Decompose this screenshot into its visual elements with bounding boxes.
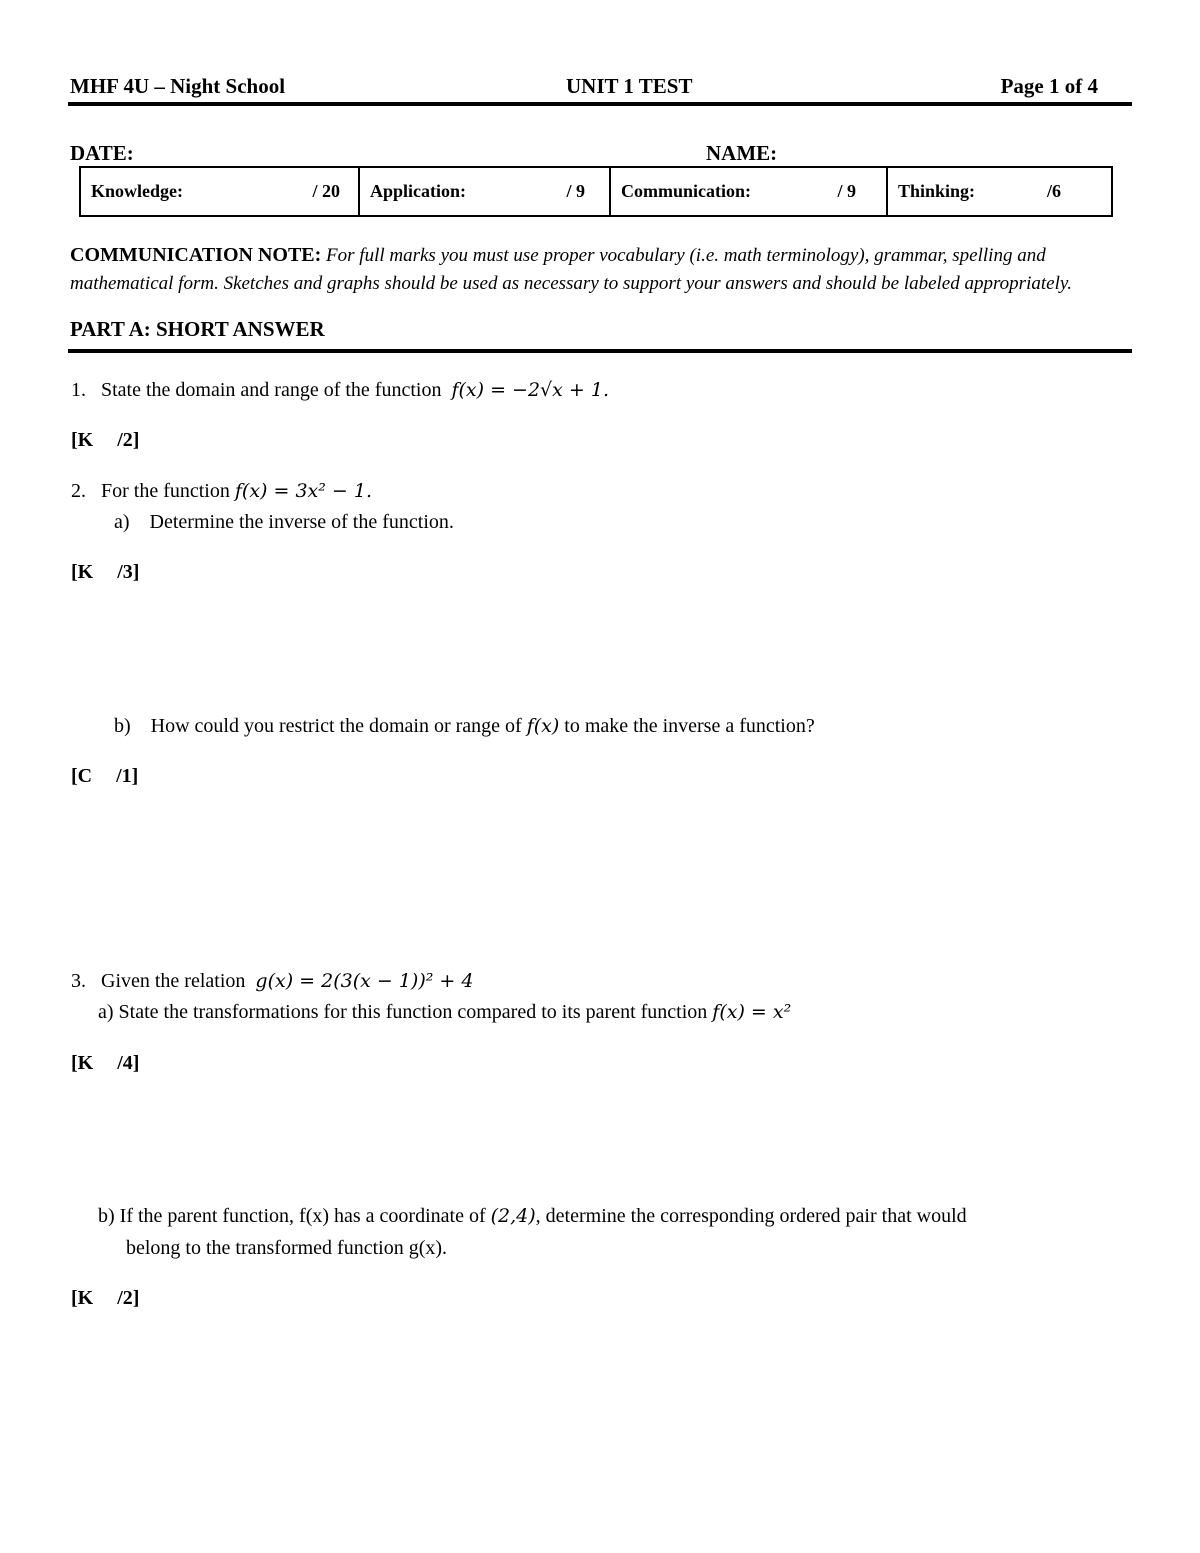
subpart-text: belong to the transformed function g(x). xyxy=(126,1237,448,1259)
mark-allocation xyxy=(71,1052,139,1075)
communication-note xyxy=(70,241,1140,298)
question-math: f(x) = 3x² − 1. xyxy=(234,480,372,502)
subpart-text: How could you restrict the domain or range of xyxy=(150,715,522,737)
mark-allocation xyxy=(71,765,138,788)
subpart-text: b) If the parent function, f(x) has a coordinate of xyxy=(98,1205,486,1227)
subpart-text-post: to make the inverse a function? xyxy=(564,715,815,737)
section-rule xyxy=(68,349,1132,353)
question-math: f(x) = −2√x + 1. xyxy=(451,379,609,401)
question-math: g(x) = 2(3(x − 1))² + 4 xyxy=(255,970,474,992)
mark-allocation xyxy=(71,561,139,584)
marks-score: /6 xyxy=(1046,181,1061,201)
date-label: DATE: xyxy=(70,141,134,165)
mark-allocation xyxy=(71,429,139,452)
question-2a xyxy=(114,509,454,535)
section-title: PART A: SHORT ANSWER xyxy=(70,317,325,341)
marks-score: / 20 xyxy=(312,181,340,201)
marks-label: Communication: xyxy=(621,181,751,201)
question-text: Given the relation xyxy=(101,970,246,992)
marks-cell-thinking xyxy=(887,167,1112,216)
note-text-line2: mathematical form. Sketches and graphs should be used as necessary to support your answers and should be labeled appropriately. xyxy=(70,273,1072,294)
subpart-text: a) State the transformations for this function compared to its parent function xyxy=(98,1001,708,1023)
mark-category: [K xyxy=(71,561,94,583)
name-label: NAME: xyxy=(706,141,778,165)
marks-label: Knowledge: xyxy=(91,181,183,201)
question-3 xyxy=(71,968,473,994)
marks-cell-knowledge xyxy=(80,167,359,216)
subpart-text-post: , determine the corresponding ordered pair that would xyxy=(535,1205,967,1227)
subpart-label: b) xyxy=(114,715,131,737)
test-title: UNIT 1 TEST xyxy=(566,74,693,98)
note-text-line1: For full marks you must use proper vocabulary (i.e. math terminology), grammar, spelling and xyxy=(326,245,1046,266)
marks-cell-application xyxy=(359,167,610,216)
mark-value: /1] xyxy=(116,765,139,787)
mark-value: /2] xyxy=(117,429,140,451)
marks-table xyxy=(79,166,1113,217)
course-title: MHF 4U – Night School xyxy=(70,74,286,98)
mark-value: /4] xyxy=(117,1052,140,1074)
subpart-math: f(x) xyxy=(526,715,560,737)
question-3a xyxy=(98,999,791,1025)
question-text: For the function xyxy=(101,480,230,502)
marks-label: Application: xyxy=(370,181,467,201)
question-1 xyxy=(71,377,609,403)
mark-category: [K xyxy=(71,429,94,451)
mark-value: /3] xyxy=(117,561,140,583)
marks-score: / 9 xyxy=(837,181,856,201)
question-2b xyxy=(114,713,815,739)
subpart-math: f(x) = x² xyxy=(712,1001,792,1023)
marks-score: / 9 xyxy=(566,181,585,201)
subpart-label: a) xyxy=(114,511,130,533)
note-label: COMMUNICATION NOTE: xyxy=(70,244,322,266)
header-rule xyxy=(68,102,1132,106)
question-2 xyxy=(71,478,372,504)
question-number: 2. xyxy=(71,480,86,502)
mark-category: [C xyxy=(71,765,93,787)
mark-value: /2] xyxy=(117,1287,140,1309)
question-text: State the domain and range of the function xyxy=(101,379,442,401)
marks-cell-communication xyxy=(610,167,887,216)
page-number: Page 1 of 4 xyxy=(1000,74,1098,98)
subpart-text: Determine the inverse of the function. xyxy=(149,511,454,533)
question-3b xyxy=(98,1203,967,1229)
subpart-coordinate: (2,4) xyxy=(490,1205,536,1227)
question-3b-line2 xyxy=(126,1235,447,1261)
marks-label: Thinking: xyxy=(898,181,976,201)
mark-category: [K xyxy=(71,1052,94,1074)
mark-allocation xyxy=(71,1287,139,1310)
question-number: 3. xyxy=(71,970,86,992)
question-number: 1. xyxy=(71,379,86,401)
mark-category: [K xyxy=(71,1287,94,1309)
